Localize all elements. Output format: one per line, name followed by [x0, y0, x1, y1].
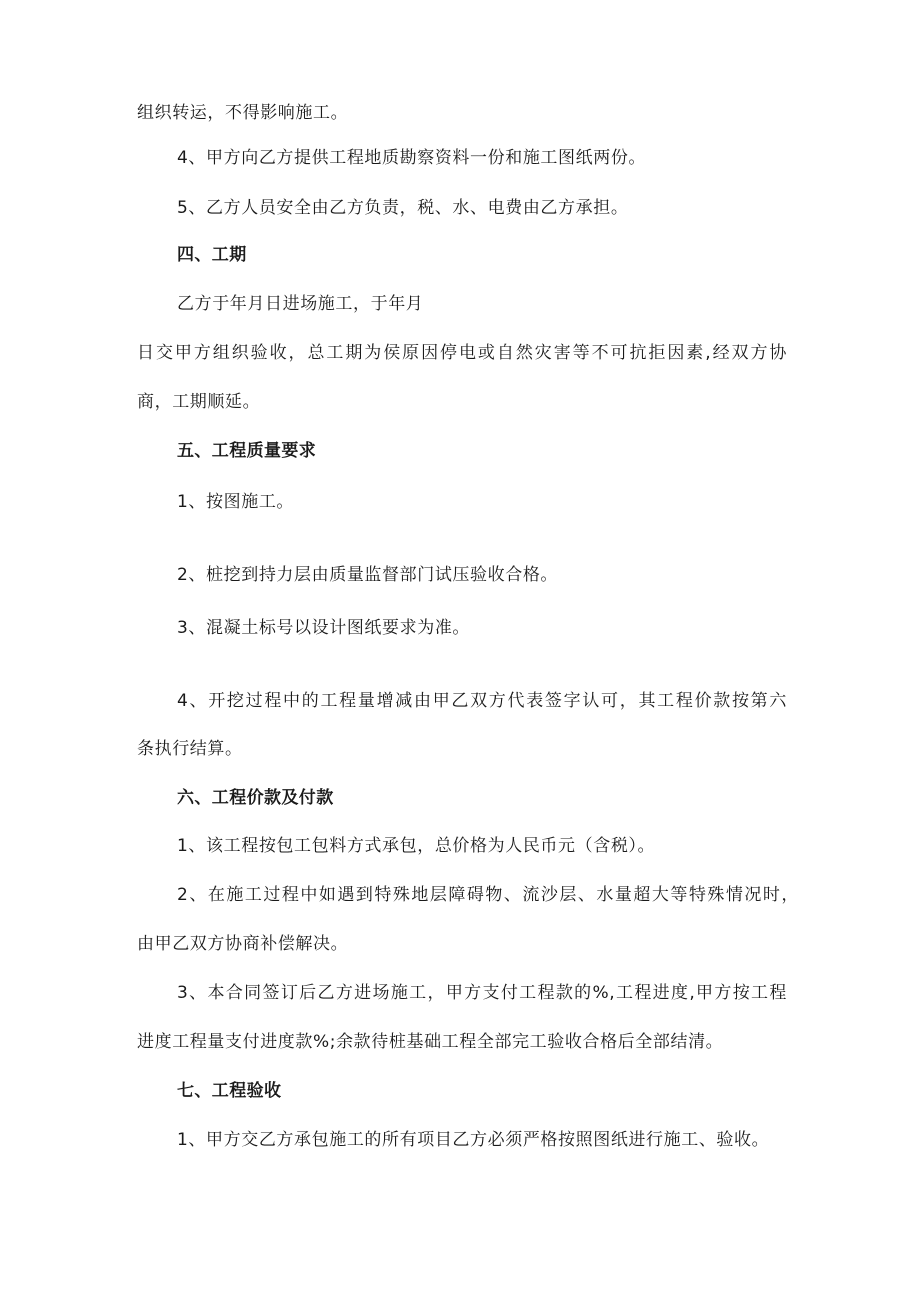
paragraph-text: 由甲乙双方协商补偿解决。 — [137, 934, 349, 954]
clause-5-1: 1、按图施工。 — [177, 492, 295, 512]
section-heading-7: 七、工程验收 — [177, 1081, 282, 1101]
clause-3-5: 5、乙方人员安全由乙方负责，税、水、电费由乙方承担。 — [177, 198, 629, 218]
clause-5-4: 4、开挖过程中的工程量增减由甲乙双方代表签字认可，其工程价款按第六 — [177, 691, 787, 711]
section-heading-6: 六、工程价款及付款 — [177, 788, 334, 808]
section-heading-5: 五、工程质量要求 — [177, 441, 317, 461]
clause-5-2: 2、桩挖到持力层由质量监督部门试压验收合格。 — [177, 565, 559, 585]
paragraph-text: 商，工期顺延。 — [137, 392, 261, 412]
clause-6-2: 2、在施工过程中如遇到特殊地层障碍物、流沙层、水量超大等特殊情况时， — [177, 885, 799, 905]
paragraph-text: 进度工程量支付进度款%;余款待桩基础工程全部完工验收合格后全部结清。 — [137, 1032, 724, 1052]
clause-7-1: 1、甲方交乙方承包施工的所有项目乙方必须严格按照图纸进行施工、验收。 — [177, 1130, 770, 1150]
paragraph-text: 日交甲方组织验收，总工期为侯原因停电或自然灾害等不可抗拒因素,经双方协 — [137, 343, 787, 363]
clause-6-3: 3、本合同签订后乙方进场施工，甲方支付工程款的%,工程进度,甲方按工程 — [177, 983, 787, 1003]
paragraph-text: 条执行结算。 — [137, 739, 243, 759]
clause-5-3: 3、混凝土标号以设计图纸要求为准。 — [177, 618, 471, 638]
paragraph-text: 乙方于年月日进场施工，于年月 — [177, 294, 424, 314]
clause-3-4: 4、甲方向乙方提供工程地质勘察资料一份和施工图纸两份。 — [177, 148, 647, 168]
clause-6-1: 1、该工程按包工包料方式承包，总价格为人民币元（含税）。 — [177, 836, 656, 856]
section-heading-4: 四、工期 — [177, 245, 247, 265]
paragraph-text: 组织转运，不得影响施工。 — [137, 103, 349, 123]
